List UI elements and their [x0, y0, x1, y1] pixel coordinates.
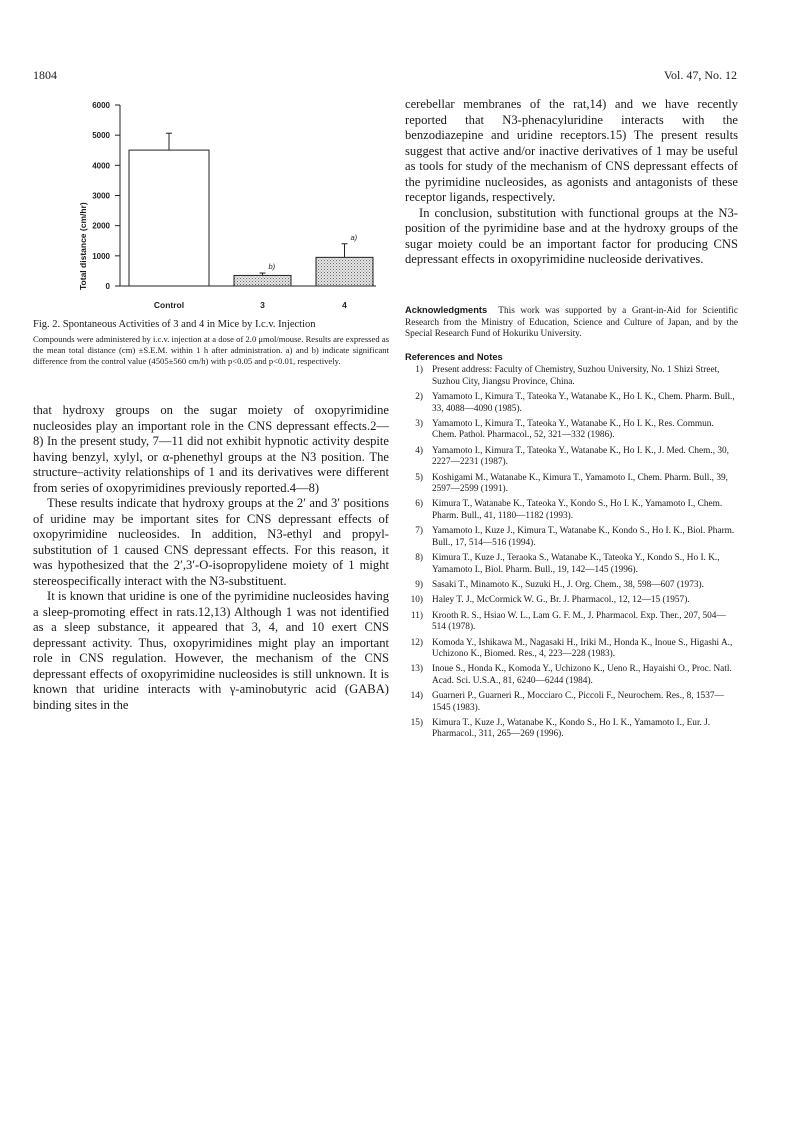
x-category-label: 4 — [342, 300, 347, 310]
acknowledgments-heading: Acknowledgments — [405, 305, 488, 315]
acknowledgments — [405, 305, 738, 341]
reference-text: Yamamoto I., Kimura T., Tateoka Y., Watanabe K., Ho I. K., Res. Commun. Chem. Pathol. Pharmacol., 52, 321—332 (1986). — [432, 419, 714, 441]
acknowledgments-text: This work was supported by a Grant-in-Aid for Scientific Research from the Ministry of Education, Science and Culture of Japan, and by the Special Research Fund of Hokuriku University. — [405, 306, 738, 339]
reference-text: Yamamoto I., Kimura T., Tateoka Y., Watanabe K., Ho I. K., J. Med. Chem., 30, 2227—2231 (1987). — [432, 445, 730, 468]
reference-text: Yamamoto I., Kuze J., Kimura T., Watanabe K., Kondo S., Ho I. K., Biol. Pharm. Bull., 17, 514—516 (1994). — [432, 526, 735, 548]
left-column — [33, 403, 389, 713]
reference-text: Kimura T., Watanabe K., Tateoka Y., Kondo S., Ho I. K., Yamamoto I., Chem. Pharm. Bull., 41, 1180—1182 (1993). — [432, 499, 723, 521]
paragraph: cerebellar membranes of the rat,14) and we have recently reported that N3-phenacyluridine interacts with the benzodiazepine and uridine receptors.15) The present results suggest that active and/or inactive derivatives of 1 may be useful as tools for study of the mechanism of CNS depressant effects of the pyrimidine nucleosides, as agonists and antagonists of these receptor ligands, respectively. — [405, 97, 738, 204]
reference-text: Sasaki T., Minamoto K., Suzuki H., J. Org. Chem., 38, 598—607 (1973). — [432, 579, 704, 590]
reference-item — [405, 392, 738, 415]
figure-caption — [33, 319, 389, 366]
reference-item — [405, 580, 738, 591]
x-category-label: Control — [153, 300, 185, 310]
reference-item — [405, 526, 738, 549]
reference-item — [405, 691, 738, 714]
y-tick-label: 1000 — [92, 251, 110, 261]
paragraph: These results indicate that hydroxy groups at the 2′ and 3′ positions of uridine may be important sites for CNS depressant effects of oxopyrimidine nucleosides. In addition, N3-ethyl and propyl-substitution of 1 caused CNS depressant effects. For this reason, it was hypothesized that the 2′,3′-O-isopropylidene moiety of 1 might stereospecifically interact with the N3-substituent. — [33, 496, 389, 588]
significance-label: a) — [350, 232, 358, 242]
reference-item — [405, 664, 738, 687]
reference-item — [405, 553, 738, 576]
y-tick-label: 2000 — [92, 221, 110, 231]
paragraph: In conclusion, substitution with functional groups at the N3-position of the pyrimidine base and at the hydroxy groups of the sugar moiety could be an important factor for producing CNS depressant effects in oxopyrimidine nucleoside derivatives. — [405, 205, 738, 266]
figure-2 — [66, 95, 386, 317]
bar-compound-4 — [316, 257, 373, 286]
reference-number: 6) — [415, 499, 423, 510]
reference-number: 7) — [415, 526, 423, 537]
reference-number: 10) — [410, 595, 423, 606]
reference-number: 1) — [415, 365, 423, 376]
y-tick-label: 3000 — [92, 191, 110, 201]
bar-compound-3 — [234, 275, 291, 286]
bar-control — [129, 150, 209, 286]
figure-caption-note: Compounds were administered by i.c.v. injection at a dose of 2.0 μmol/mouse. Results are expressed as the mean total distance (cm) ±S.E.M. within 1 h after administration. a) and b) indicate significant difference from the control value (4505±560 cm/h) with p<0.05 and p<0.01, respectively. — [33, 334, 389, 366]
reference-number: 8) — [415, 553, 423, 564]
paragraph: that hydroxy groups on the sugar moiety of oxopyrimidine nucleosides play an important role in the CNS depressant effects.2—8) In the present study, 7—11 did not exhibit hypnotic activity despite having benzyl, xylyl, or α-phenethyl groups at the N3 position. The structure–activity relationships of 1 and its derivatives were different from series of oxopyrimidines previously reported.4—8) — [33, 403, 389, 495]
reference-item — [405, 419, 738, 442]
references-heading: References and Notes — [405, 352, 503, 362]
journal-volume: Vol. 47, No. 12 — [663, 68, 737, 82]
page-number: 1804 — [33, 68, 57, 82]
x-category-label: 3 — [260, 300, 265, 310]
reference-text: Krooth R. S., Hsiao W. L., Lam G. F. M., J. Pharmacol. Exp. Ther., 207, 504—514 (1978). — [432, 610, 726, 633]
reference-text: Yamamoto I., Kimura T., Tateoka Y., Watanabe K., Ho I. K., Chem. Pharm. Bull., 33, 4088—4090 (1985). — [432, 392, 735, 414]
reference-number: 12) — [410, 637, 423, 648]
reference-text: Haley T. J., McCormick W. G., Br. J. Pharmacol., 12, 12—15 (1957). — [432, 595, 690, 606]
reference-number: 3) — [415, 419, 423, 430]
reference-item — [405, 365, 738, 388]
reference-number: 15) — [410, 717, 423, 728]
reference-item — [405, 473, 738, 496]
reference-item — [405, 595, 738, 606]
reference-text: Present address: Faculty of Chemistry, Suzhou University, No. 1 Shizi Street, Suzhou City, Jiangsu Province, China. — [432, 365, 720, 387]
reference-number: 4) — [415, 445, 423, 456]
figure-caption-title: Fig. 2. Spontaneous Activities of 3 and 4 in Mice by I.c.v. Injection — [33, 319, 316, 330]
y-tick-label: 5000 — [92, 131, 110, 141]
significance-label: b) — [268, 262, 276, 272]
reference-item — [405, 446, 738, 469]
y-tick-label: 6000 — [92, 101, 110, 110]
bar-chart — [66, 95, 386, 317]
reference-number: 9) — [415, 579, 423, 590]
reference-number: 11) — [410, 610, 423, 621]
paragraph: It is known that uridine is one of the pyrimidine nucleosides having a sleep-promoting effect in rats.12,13) Although 1 was not identified as a sleep substance, it appeared that 3, 4, and 10 exert CNS depressant activity. Thus, oxopyrimidines might play an important role in CNS regulation. However, the mechanism of the CNS depressant effects of oxopyrimidine nucleosides is still unknown. It is known that uridine interacts with γ-aminobutyric acid (GABA) binding sites in the — [33, 589, 389, 712]
y-tick-label: 0 — [105, 282, 110, 291]
reference-item — [405, 718, 738, 741]
y-tick-label: 4000 — [92, 161, 110, 171]
reference-text: Inoue S., Honda K., Komoda Y., Uchizono K., Ueno R., Hayaishi O., Proc. Natl. Acad. Sci. U.S.A., 81, 6240—6244 (1984). — [432, 664, 732, 686]
reference-number: 13) — [410, 664, 423, 675]
reference-text: Kimura T., Kuze J., Teraoka S., Watanabe K., Tateoka Y., Kondo S., Ho I. K., Yamamoto I., Biol. Pharm. Bull., 19, 142—145 (1996). — [432, 553, 720, 575]
reference-text: Kimura T., Kuze J., Watanabe K., Kondo S., Ho I. K., Yamamoto I., Eur. J. Pharmacol., 311, 265—269 (1996). — [432, 717, 711, 740]
reference-item — [405, 611, 738, 634]
y-axis-label: Total distance (cm/hr) — [78, 202, 88, 290]
reference-number: 2) — [415, 392, 423, 403]
reference-number: 14) — [410, 691, 423, 702]
reference-item — [405, 499, 738, 522]
references — [405, 352, 738, 745]
right-column — [405, 97, 738, 268]
reference-item — [405, 638, 738, 661]
reference-number: 5) — [415, 472, 423, 483]
reference-list — [405, 365, 738, 740]
reference-text: Komoda Y., Ishikawa M., Nagasaki H., Iriki M., Honda K., Inoue S., Higashi A., Uchizono K., Biomed. Res., 4, 223—228 (1983). — [432, 637, 733, 659]
reference-text: Koshigami M., Watanabe K., Kimura T., Yamamoto I., Chem. Pharm. Bull., 39, 2597—2599 (1991). — [432, 472, 728, 495]
reference-text: Guarneri P., Guarneri R., Mocciaro C., Piccoli F., Neurochem. Res., 8, 1537—1545 (1983). — [432, 691, 724, 713]
